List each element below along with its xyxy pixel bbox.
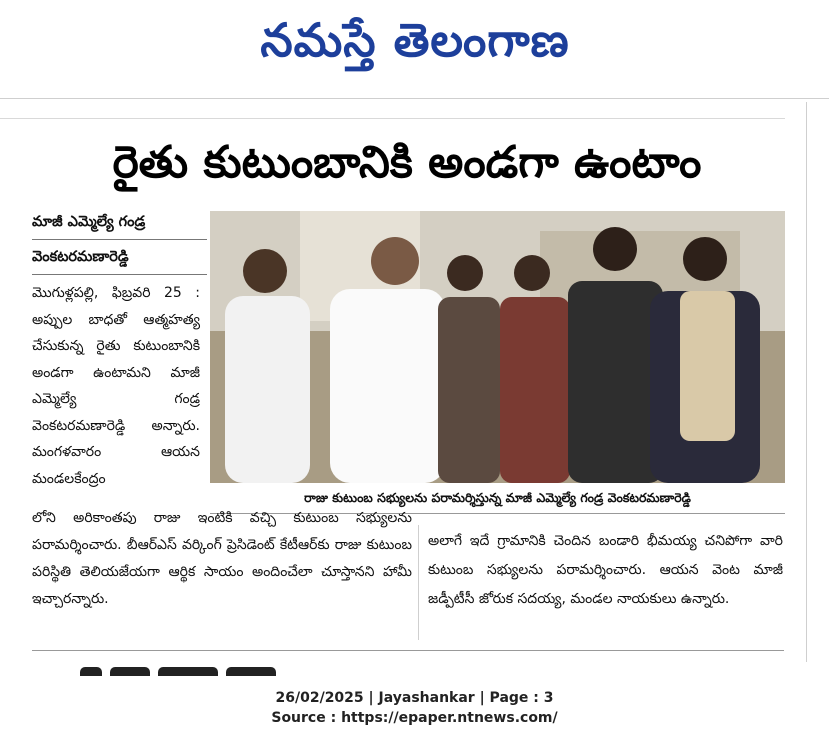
header-divider	[0, 98, 829, 99]
footer-source-link[interactable]: Source : https://epaper.ntnews.com/	[271, 710, 558, 726]
next-article-headline-fragment	[80, 662, 320, 676]
section-divider	[0, 118, 785, 119]
byline-line-1: మాజీ ఎమ్మెల్యే గండ్ర	[32, 205, 207, 240]
byline-line-2: వెంకటరమణారెడ్డి	[32, 240, 207, 275]
article-body-right: అలాగే ఇదే గ్రామానికి చెందిన బండారి భీమయ్య చనిపోగా వారి కుటుంబ సభ్యులను పరామర్శించారు. ఆయన వెంట మాజీ జడ్పీటీసీ జోరుక సదయ్య, మండల నాయకులు ఉన్నారు.	[428, 533, 783, 607]
page-footer	[0, 688, 829, 728]
masthead	[0, 0, 829, 80]
newspaper-logo: నమస్తే తెలంగాణ	[260, 13, 570, 67]
article-end-rule	[32, 650, 784, 651]
article-body-continued: లోని అరికాంతపు రాజు ఇంటికి వచ్చి కుటుంబ సభ్యులను పరామర్శించారు. బీఆర్‌ఎస్ వర్కింగ్ ప్రెసిడెంట్ కేటీఆర్‌కు రాజు కుటుంబ పరిస్థితి తెలియజేయగా ఆర్థిక సాయం అందించేలా చూస్తానని హామీ ఇచ్చారన్నారు.	[32, 510, 412, 607]
byline	[32, 205, 207, 275]
paragraph-divider	[418, 525, 419, 640]
article-headline: రైతు కుటుంబానికి అండగా ఉంటాం	[112, 137, 702, 188]
photo-illustration	[210, 211, 785, 483]
column-divider	[806, 102, 807, 662]
photo-caption: రాజు కుటుంబ సభ్యులను పరామర్శిస్తున్న మాజీ ఎమ్మెల్యే గండ్ర వెంకటరమణారెడ్డి	[210, 483, 785, 514]
article-photo	[210, 211, 785, 483]
footer-edition-info: 26/02/2025 | Jayashankar | Page : 3	[275, 690, 554, 706]
article-body-column: మొగుళ్లపల్లి, ఫిబ్రవరి 25 : అప్పుల బాధతో ఆత్మహత్య చేసుకున్న రైతు కుటుంబానికి అండగా ఉంటామని మాజీ ఎమ్మెల్యే గండ్ర వెంకటరమణారెడ్డి అన్నారు. మంగళవారం ఆయన మండలకేంద్రం	[32, 285, 200, 487]
